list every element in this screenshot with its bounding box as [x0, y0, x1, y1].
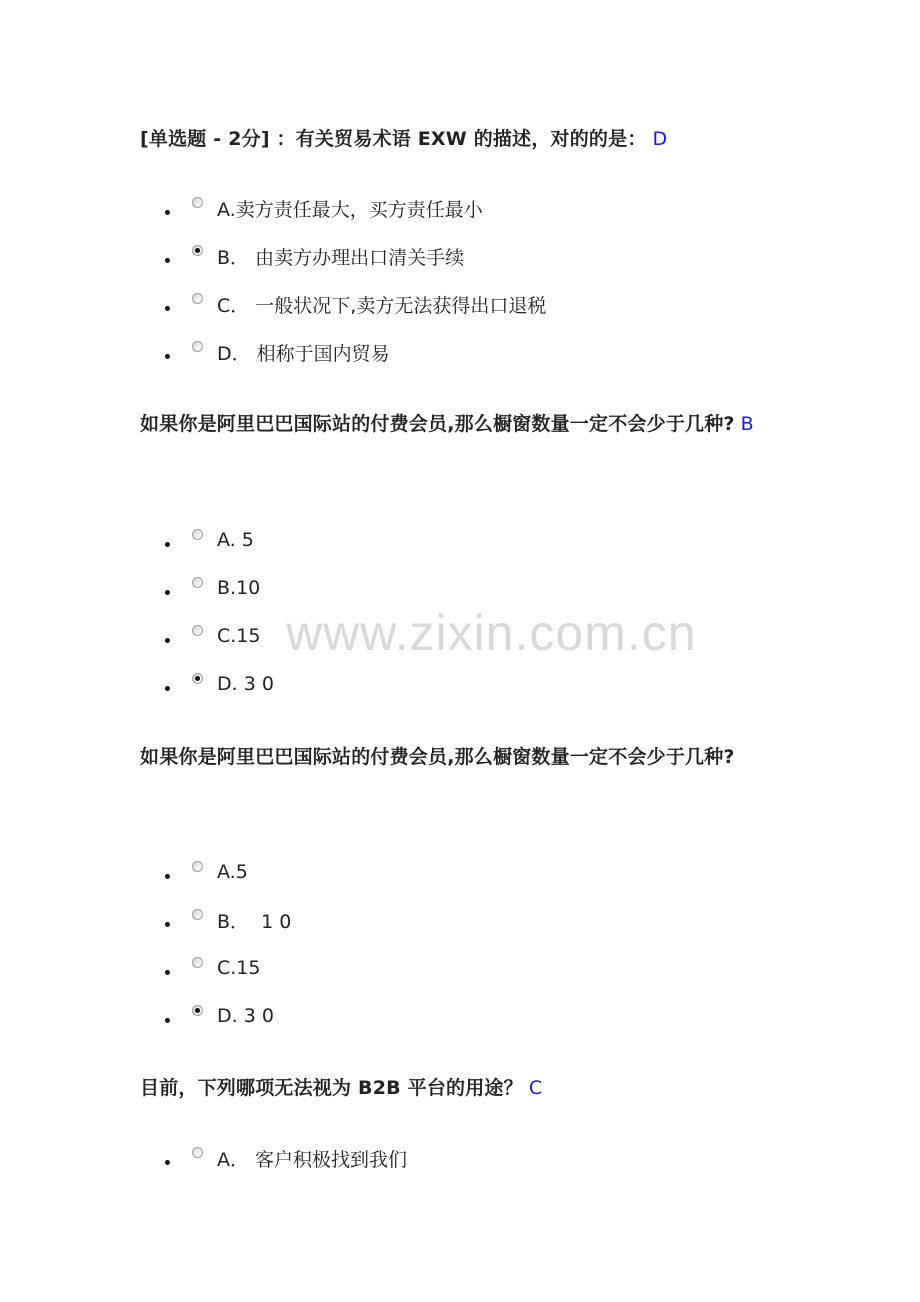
bullet-icon — [165, 1018, 170, 1023]
radio-icon[interactable] — [192, 293, 203, 304]
option-3b[interactable] — [165, 896, 785, 944]
question-1 — [140, 115, 790, 163]
bullet-icon — [165, 874, 170, 879]
option-label: D. 3 0 — [217, 673, 274, 695]
option-3a[interactable] — [165, 848, 785, 896]
option-label: A.5 — [217, 861, 248, 883]
bullet-icon — [165, 354, 170, 359]
option-label: B.10 — [217, 577, 261, 599]
option-2c[interactable] — [165, 612, 785, 660]
radio-icon[interactable] — [192, 625, 203, 636]
watermark-text: www.zixin.com.cn — [286, 605, 697, 661]
option-label: A． 客户积极找到我们 — [217, 1148, 408, 1171]
option-2b[interactable] — [165, 564, 785, 612]
question-3-text: 如果你是阿里巴巴国际站的付费会员,那么橱窗数量一定不会少于几种? — [140, 746, 735, 768]
question-2-text: 如果你是阿里巴巴国际站的付费会员,那么橱窗数量一定不会少于几种? — [140, 413, 735, 435]
radio-icon[interactable] — [192, 1147, 203, 1158]
bullet-icon — [165, 922, 170, 927]
option-label: C.15 — [217, 625, 261, 647]
question-4 — [140, 1064, 790, 1112]
option-1a[interactable] — [165, 184, 785, 232]
option-label: D． 相称于国内贸易 — [217, 342, 390, 365]
bullet-icon — [165, 638, 170, 643]
radio-icon[interactable] — [192, 197, 203, 208]
bullet-icon — [165, 590, 170, 595]
question-2 — [140, 400, 790, 448]
bullet-icon — [165, 542, 170, 547]
radio-icon[interactable] — [192, 341, 203, 352]
option-3c[interactable] — [165, 944, 785, 992]
question-4-text: 目前，下列哪项无法视为 B2B 平台的用途？ — [140, 1077, 523, 1099]
option-label: B． 1 0 — [217, 910, 292, 933]
option-label: C.15 — [217, 957, 261, 979]
option-label: A. 5 — [217, 529, 254, 551]
option-3d[interactable] — [165, 992, 785, 1040]
question-1-answer: D — [652, 128, 668, 150]
option-2d[interactable] — [165, 660, 785, 708]
bullet-icon — [165, 970, 170, 975]
bullet-icon — [165, 306, 170, 311]
radio-icon[interactable] — [192, 529, 203, 540]
question-3-options — [165, 848, 785, 1040]
question-4-options — [165, 1134, 785, 1182]
option-1b[interactable] — [165, 232, 785, 280]
radio-icon[interactable] — [192, 577, 203, 588]
bullet-icon — [165, 258, 170, 263]
option-1c[interactable] — [165, 280, 785, 328]
option-2a[interactable] — [165, 516, 785, 564]
bullet-icon — [165, 210, 170, 215]
bullet-icon — [165, 1160, 170, 1165]
bullet-icon — [165, 686, 170, 691]
radio-icon[interactable] — [192, 861, 203, 872]
question-3 — [140, 733, 790, 781]
option-label: C． 一般状况下,卖方无法获得出口退税 — [217, 294, 547, 317]
question-2-options — [165, 516, 785, 708]
question-1-options — [165, 184, 785, 376]
option-label: B． 由卖方办理出口清关手续 — [217, 246, 465, 269]
option-label: A.卖方责任最大，买方责任最小 — [217, 198, 483, 221]
option-4a[interactable] — [165, 1134, 785, 1182]
radio-icon[interactable] — [192, 909, 203, 920]
question-4-answer: C — [528, 1077, 543, 1099]
question-1-text: [单选题 - 2分] ：有关贸易术语 EXW 的描述，对的的是： — [140, 128, 647, 150]
question-2-answer: B — [740, 413, 754, 435]
radio-checked-icon[interactable] — [192, 1005, 203, 1016]
option-1d[interactable] — [165, 328, 785, 376]
radio-checked-icon[interactable] — [192, 245, 203, 256]
radio-checked-icon[interactable] — [192, 673, 203, 684]
radio-icon[interactable] — [192, 957, 203, 968]
option-label: D. 3 0 — [217, 1005, 274, 1027]
